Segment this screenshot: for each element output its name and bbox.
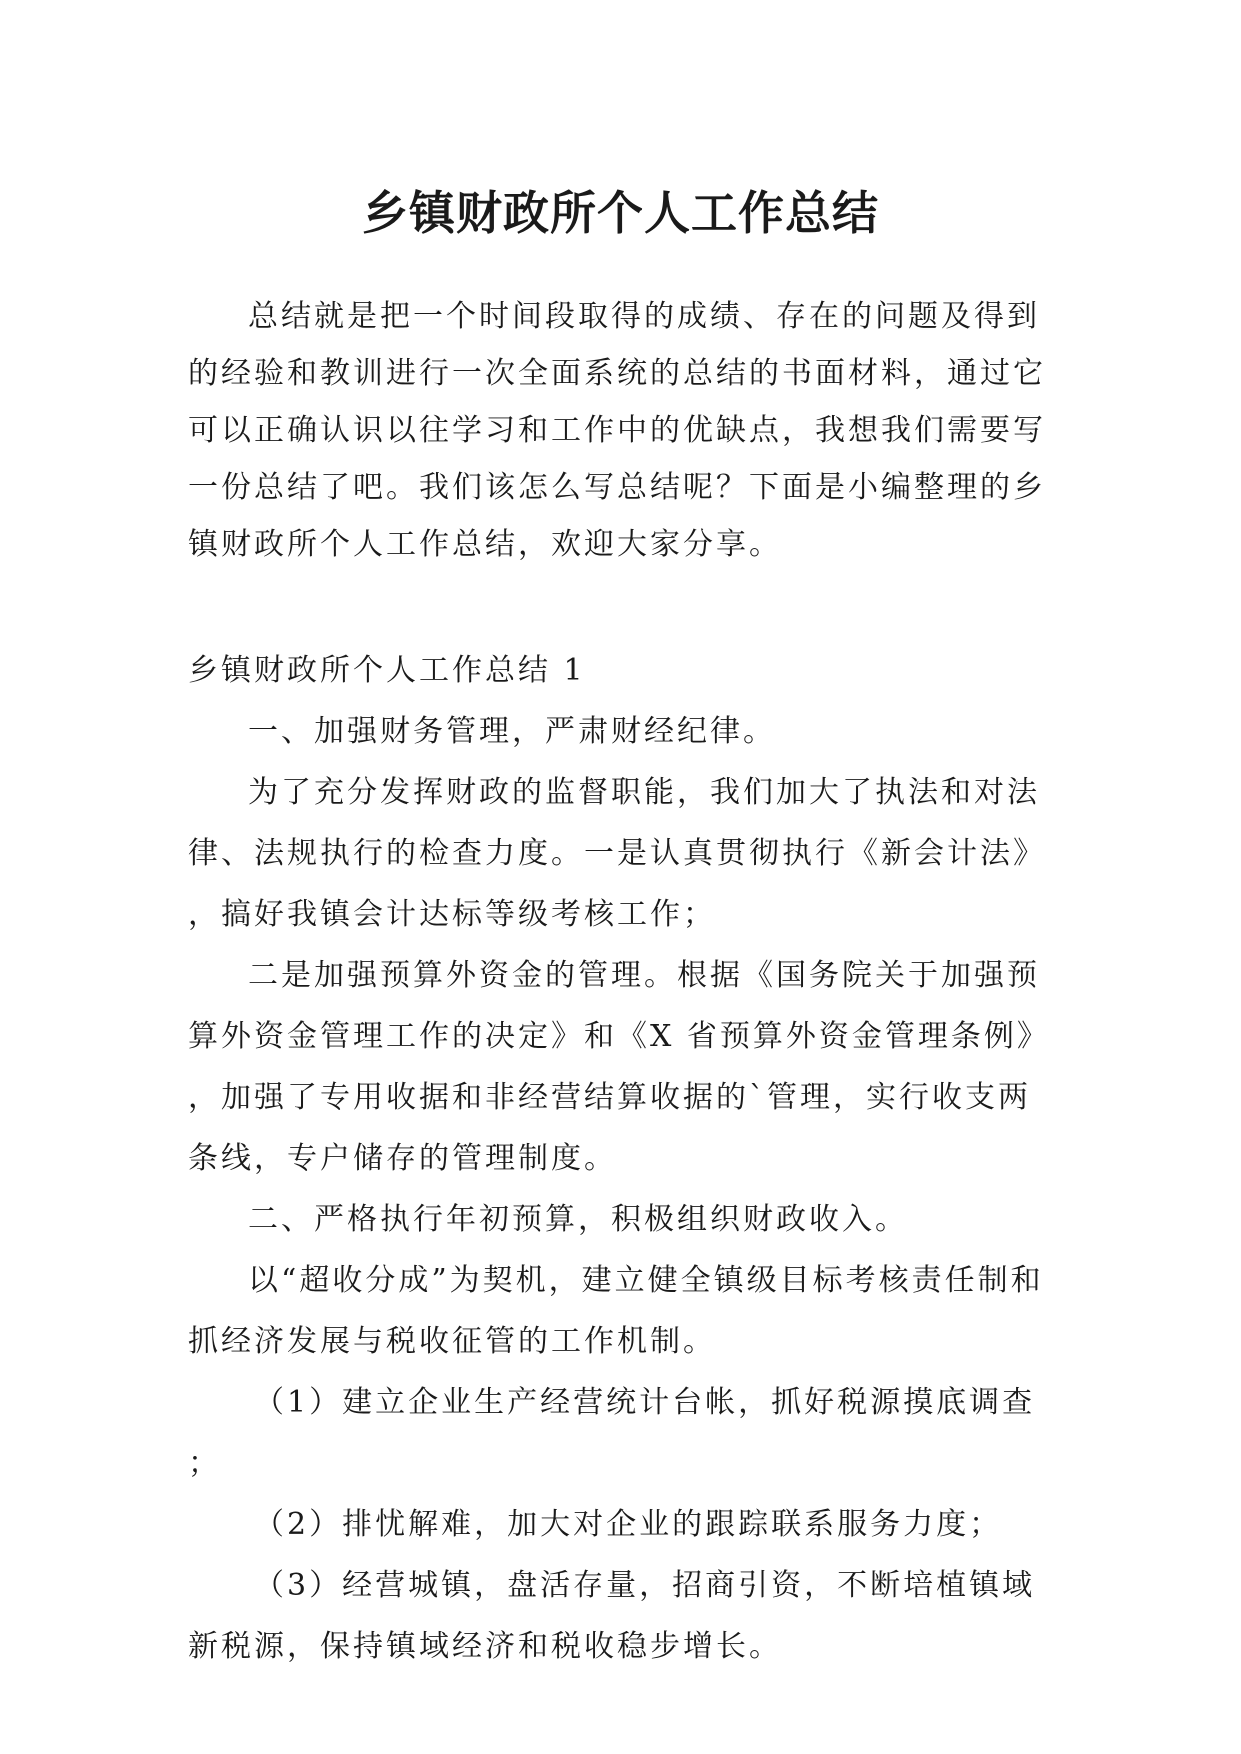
- intro-paragraph: 总结就是把一个时间段取得的成绩、存在的问题及得到的经验和教训进行一次全面系统的总结的书面材料，通过它可以正确认识以往学习和工作中的优缺点，我想我们需要写一份总结了吧。我们该怎么写总结呢？下面是小编整理的乡镇财政所个人工作总结，欢迎大家分享。: [188, 299, 1046, 562]
- body-paragraph: 以“超收分成”为契机，建立健全镇级目标考核责任制和抓经济发展与税收征管的工作机制。: [188, 1263, 1044, 1359]
- heading-budget-execution: 二、严格执行年初预算，积极组织财政收入。: [248, 1202, 908, 1237]
- section-heading: 乡镇财政所个人工作总结 1: [188, 653, 586, 688]
- document-title: 乡镇财政所个人工作总结: [362, 185, 879, 240]
- heading-financial-management: 一、加强财务管理，严肃财经纪律。: [248, 714, 776, 749]
- body-paragraph: 为了充分发挥财政的监督职能，我们加大了执法和对法律、法规执行的检查力度。一是认真贯彻执行《新会计法》，搞好我镇会计达标等级考核工作；: [188, 775, 1040, 932]
- intro-block: [188, 288, 1054, 573]
- list-item: （3）经营城镇，盘活存量，招商引资，不断培植镇域新税源，保持镇域经济和税收稳步增长。: [188, 1568, 1036, 1664]
- list-item: （1）建立企业生产经营统计台帐，抓好税源摸底调查；: [188, 1385, 1036, 1481]
- main-content: [188, 640, 1054, 1677]
- list-item: （2）排忧解难，加大对企业的跟踪联系服务力度；: [254, 1507, 1003, 1542]
- body-paragraph: 二是加强预算外资金的管理。根据《国务院关于加强预算外资金管理工作的决定》和《X 省预算外资金管理条例》，加强了专用收据和非经营结算收据的`管理，实行收支两条线，专户储存的管理制度。: [188, 958, 1040, 1176]
